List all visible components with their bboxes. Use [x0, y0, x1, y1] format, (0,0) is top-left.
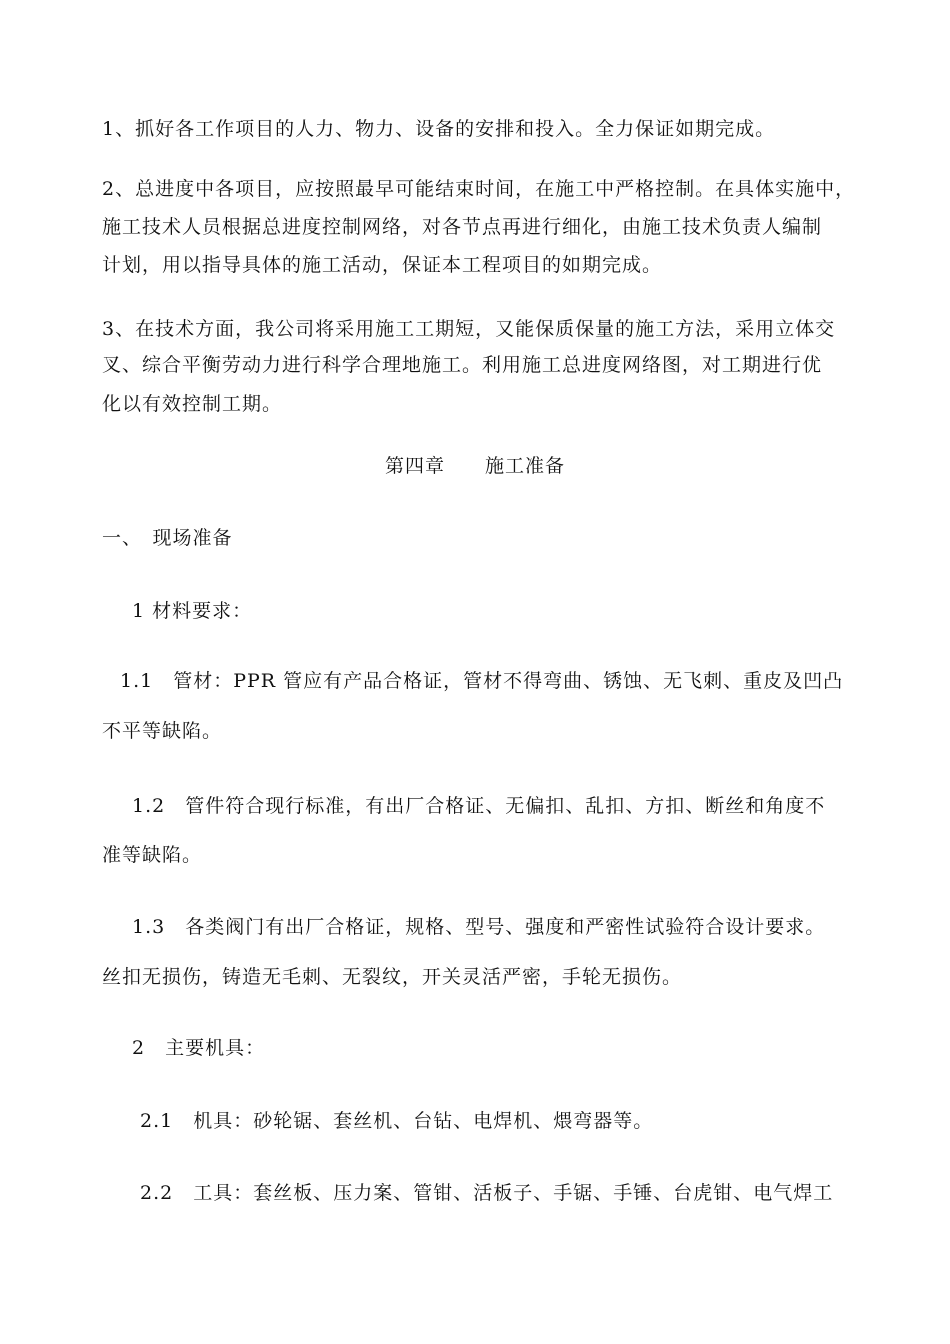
item-1-2-line-1: 1.2 管件符合现行标准，有出厂合格证、无偏扣、乱扣、方扣、断丝和角度不 — [132, 795, 826, 817]
item-1-3-line-1: 1.3 各类阀门有出厂合格证，规格、型号、强度和严密性试验符合设计要求。 — [132, 916, 826, 938]
item-1-1-line-1: 1.1 管材：PPR 管应有产品合格证，管材不得弯曲、锈蚀、无飞刺、重皮及凹凸 — [120, 670, 844, 692]
item-1-3-line-2: 丝扣无损伤，铸造无毛刺、无裂纹，开关灵活严密，手轮无损伤。 — [102, 966, 683, 988]
item-2-1: 2.1 机具：砂轮锯、套丝机、台钻、电焊机、煨弯器等。 — [140, 1110, 654, 1132]
item-2-2: 2.2 工具：套丝板、压力案、管钳、活板子、手锯、手锤、台虎钳、电气焊工 — [140, 1182, 834, 1204]
paragraph-2-line-3: 计划，用以指导具体的施工活动，保证本工程项目的如期完成。 — [102, 254, 663, 276]
tools-heading: 2 主要机具： — [132, 1037, 266, 1059]
paragraph-2-line-2: 施工技术人员根据总进度控制网络，对各节点再进行细化，由施工技术负责人编制 — [102, 216, 823, 238]
paragraph-1: 1、抓好各工作项目的人力、物力、设备的安排和投入。全力保证如期完成。 — [102, 118, 776, 140]
paragraph-2-line-1: 2、总进度中各项目，应按照最早可能结束时间，在施工中严格控制。在具体实施中， — [102, 178, 856, 200]
paragraph-3-line-1: 3、在技术方面，我公司将采用施工工期短，又能保质保量的施工方法，采用立体交 — [102, 318, 836, 340]
materials-heading: 1 材料要求： — [132, 600, 253, 622]
chapter-title: 第四章 施工准备 — [384, 455, 565, 477]
paragraph-3-line-2: 叉、综合平衡劳动力进行科学合理地施工。利用施工总进度网络图，对工期进行优 — [102, 354, 823, 376]
section-heading: 一、 现场准备 — [102, 527, 233, 549]
item-1-2-line-2: 准等缺陷。 — [102, 844, 203, 866]
paragraph-3-line-3: 化以有效控制工期。 — [102, 393, 283, 415]
item-1-1-line-2: 不平等缺陷。 — [102, 720, 223, 742]
